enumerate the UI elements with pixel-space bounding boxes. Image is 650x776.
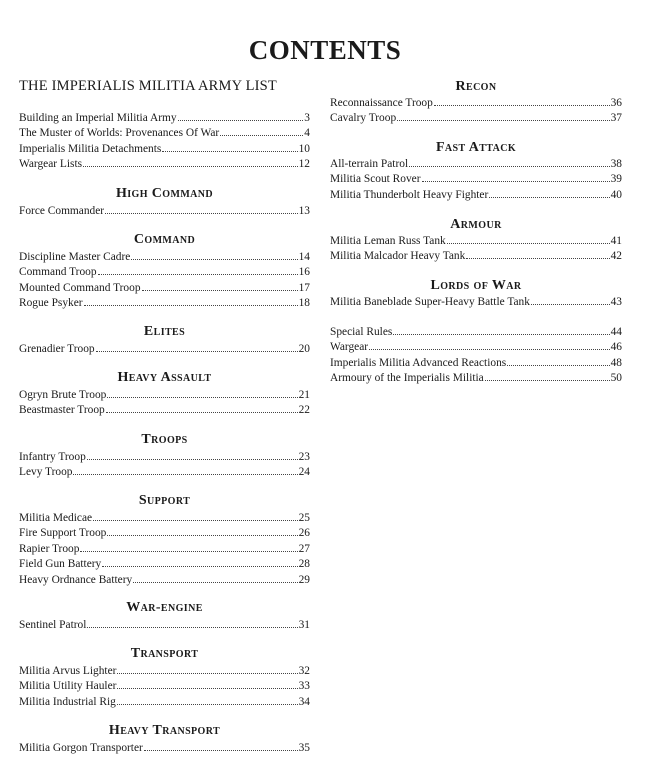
dot-leader — [106, 402, 298, 413]
page-number: 34 — [298, 695, 310, 708]
toc-entry[interactable] — [19, 387, 310, 402]
toc-entry[interactable] — [330, 95, 622, 110]
section-heading: Support — [138, 493, 191, 508]
toc-entry[interactable] — [330, 233, 622, 248]
dot-leader — [409, 156, 609, 167]
dot-leader — [105, 203, 298, 214]
page-number: 16 — [298, 266, 310, 279]
page-number: 10 — [298, 142, 310, 155]
dot-leader — [133, 572, 297, 583]
dot-leader — [485, 370, 610, 381]
toc-entry[interactable] — [19, 525, 310, 540]
entry-title: Cavalry Troop — [330, 112, 397, 125]
entry-title: Militia Industrial Rig — [19, 695, 116, 708]
toc-entry[interactable] — [19, 264, 310, 279]
entry-title: Grenadier Troop — [19, 343, 95, 355]
entry-title: Wargear Lists — [19, 158, 83, 171]
page-number: 33 — [298, 680, 310, 693]
dot-leader — [107, 525, 297, 536]
section-heading: Elites — [143, 324, 186, 339]
toc-entry[interactable] — [19, 249, 310, 264]
toc-entry[interactable] — [19, 510, 310, 525]
entry-title: Infantry Troop — [19, 451, 86, 463]
entry-title: The Muster of Worlds: Provenances Of War — [19, 127, 220, 140]
entry-title: Beastmaster Troop — [19, 404, 105, 417]
toc-entry[interactable] — [19, 295, 310, 310]
page-number: 13 — [298, 205, 310, 217]
page-number: 21 — [298, 389, 310, 401]
dot-leader — [73, 464, 297, 475]
toc-entry[interactable] — [19, 464, 310, 479]
dot-leader — [422, 171, 610, 182]
page-number: 18 — [298, 297, 310, 310]
dot-leader — [107, 387, 297, 398]
dot-leader — [178, 110, 304, 121]
entry-title: Ogryn Brute Troop — [19, 389, 107, 401]
entry-title: Field Gun Battery — [19, 558, 102, 571]
entry-title: Wargear — [330, 341, 369, 354]
toc-entry[interactable] — [19, 402, 310, 417]
section-heading: Recon — [455, 79, 497, 94]
toc-entry[interactable] — [330, 156, 622, 171]
toc-entry[interactable] — [330, 248, 622, 263]
entry-title: Command Troop — [19, 266, 97, 279]
entry-title: Discipline Master Cadre — [19, 251, 131, 263]
entry-title: Militia Malcador Heavy Tank — [330, 250, 466, 263]
entry-title: Force Commander — [19, 205, 105, 217]
toc-entry[interactable] — [19, 203, 310, 218]
section-heading: War-engine — [126, 600, 203, 615]
dot-leader — [96, 341, 298, 352]
dot-leader — [489, 187, 609, 198]
section-heading: Heavy Transport — [108, 723, 221, 738]
toc-entry[interactable] — [19, 694, 310, 709]
page-number: 4 — [304, 127, 310, 140]
toc-entry[interactable] — [19, 110, 310, 125]
entry-title: Sentinel Patrol — [19, 619, 87, 631]
page-number: 26 — [298, 527, 310, 540]
entry-title: Militia Baneblade Super-Heavy Battle Tank — [330, 296, 530, 308]
page-number: 39 — [610, 173, 622, 186]
toc-entry[interactable] — [19, 280, 310, 295]
page-number: 36 — [610, 97, 622, 109]
entry-title: Rapier Troop — [19, 542, 80, 555]
toc-entry[interactable] — [330, 370, 622, 385]
page-number: 32 — [298, 665, 310, 677]
entry-title: Heavy Ordnance Battery — [19, 573, 133, 586]
page-number: 22 — [298, 404, 310, 417]
entry-title: Militia Gorgon Transporter — [19, 742, 143, 754]
page-number: 25 — [298, 512, 310, 524]
page-number: 50 — [610, 372, 622, 385]
page-number: 14 — [298, 251, 310, 263]
entry-title: Imperialis Militia Detachments — [19, 142, 162, 155]
page-number: 17 — [298, 281, 310, 294]
dot-leader — [117, 694, 298, 705]
toc-entry[interactable] — [19, 663, 310, 678]
entry-title: Levy Troop — [19, 466, 73, 479]
section-heading: Troops — [141, 432, 188, 447]
dot-leader — [83, 156, 298, 167]
toc-entry[interactable] — [19, 678, 310, 693]
entry-title: Building an Imperial Militia Army — [19, 112, 177, 124]
toc-entry[interactable] — [19, 141, 310, 156]
dot-leader — [531, 294, 610, 305]
page-number: 42 — [610, 250, 622, 263]
toc-entry[interactable] — [19, 541, 310, 556]
section-heading: High Command — [115, 186, 214, 201]
dot-leader — [447, 233, 610, 244]
entry-title: Militia Arvus Lighter — [19, 665, 117, 677]
page-number: 40 — [610, 188, 622, 201]
dot-leader — [393, 324, 609, 335]
dot-leader — [80, 541, 297, 552]
page-number: 24 — [298, 466, 310, 479]
toc-entry[interactable] — [19, 449, 310, 464]
toc-entry[interactable] — [330, 187, 622, 202]
dot-leader — [369, 339, 610, 350]
toc-entry[interactable] — [330, 324, 622, 339]
toc-entry[interactable] — [19, 572, 310, 587]
section-heading: Heavy Assault — [117, 370, 212, 385]
page-number: 28 — [298, 558, 310, 571]
page-number: 48 — [610, 356, 622, 369]
dot-leader — [434, 95, 610, 106]
entry-title: Rogue Psyker — [19, 297, 83, 310]
toc-entry[interactable] — [330, 171, 622, 186]
entry-title: Militia Leman Russ Tank — [330, 235, 446, 247]
dot-leader — [87, 617, 297, 628]
page-number: 31 — [298, 619, 310, 631]
entry-title: Mounted Command Troop — [19, 281, 141, 294]
entry-title: Militia Utility Hauler — [19, 680, 117, 693]
entry-title: Fire Support Troop — [19, 527, 107, 540]
page-number: 12 — [298, 158, 310, 171]
army-list-title: THE IMPERIALIS MILITIA ARMY LIST — [19, 78, 277, 94]
toc-entry[interactable] — [19, 556, 310, 571]
page-number: 3 — [304, 112, 310, 124]
toc-entry[interactable] — [330, 339, 622, 354]
dot-leader — [397, 110, 609, 121]
dot-leader — [144, 740, 298, 751]
page-number: 37 — [610, 112, 622, 125]
dot-leader — [162, 141, 297, 152]
page-title: CONTENTS — [248, 35, 402, 65]
section-heading: Transport — [130, 646, 199, 661]
page-number: 38 — [610, 158, 622, 170]
dot-leader — [98, 264, 298, 275]
dot-leader — [142, 280, 298, 291]
page-number: 20 — [298, 343, 310, 355]
entry-title: All-terrain Patrol — [330, 158, 409, 170]
dot-leader — [117, 678, 297, 689]
page-number: 29 — [298, 573, 310, 586]
page-number: 41 — [610, 235, 622, 247]
page-number: 46 — [610, 341, 622, 354]
page-number: 23 — [298, 451, 310, 463]
dot-leader — [131, 249, 297, 260]
dot-leader — [102, 556, 297, 567]
toc-entry[interactable] — [330, 110, 622, 125]
dot-leader — [84, 295, 298, 306]
page-number: 44 — [610, 326, 622, 338]
dot-leader — [87, 449, 298, 460]
section-heading: Fast Attack — [435, 140, 517, 155]
entry-title: Militia Scout Rover — [330, 173, 421, 186]
page-number: 27 — [298, 542, 310, 555]
section-heading: Lords of War — [430, 278, 522, 293]
page-number: 43 — [610, 296, 622, 308]
dot-leader — [466, 248, 609, 259]
entry-title: Reconnaissance Troop — [330, 97, 433, 109]
section-heading: Command — [133, 232, 196, 247]
entry-title: Armoury of the Imperialis Militia — [330, 372, 484, 385]
toc-entry[interactable] — [330, 294, 622, 309]
toc-entry[interactable] — [19, 617, 310, 632]
toc-entry[interactable] — [19, 156, 310, 171]
toc-entry[interactable] — [19, 341, 310, 356]
toc-entry[interactable] — [19, 125, 310, 140]
entry-title: Special Rules — [330, 326, 393, 338]
dot-leader — [93, 510, 298, 521]
entry-title: Imperialis Militia Advanced Reactions — [330, 356, 507, 369]
dot-leader — [220, 125, 303, 136]
dot-leader — [507, 355, 609, 366]
toc-entry[interactable] — [330, 355, 622, 370]
entry-title: Militia Medicae — [19, 512, 93, 524]
toc-entry[interactable] — [19, 740, 310, 755]
page-number: 35 — [298, 742, 310, 754]
entry-title: Militia Thunderbolt Heavy Fighter — [330, 188, 489, 201]
section-heading: Armour — [450, 217, 502, 232]
dot-leader — [117, 663, 297, 674]
